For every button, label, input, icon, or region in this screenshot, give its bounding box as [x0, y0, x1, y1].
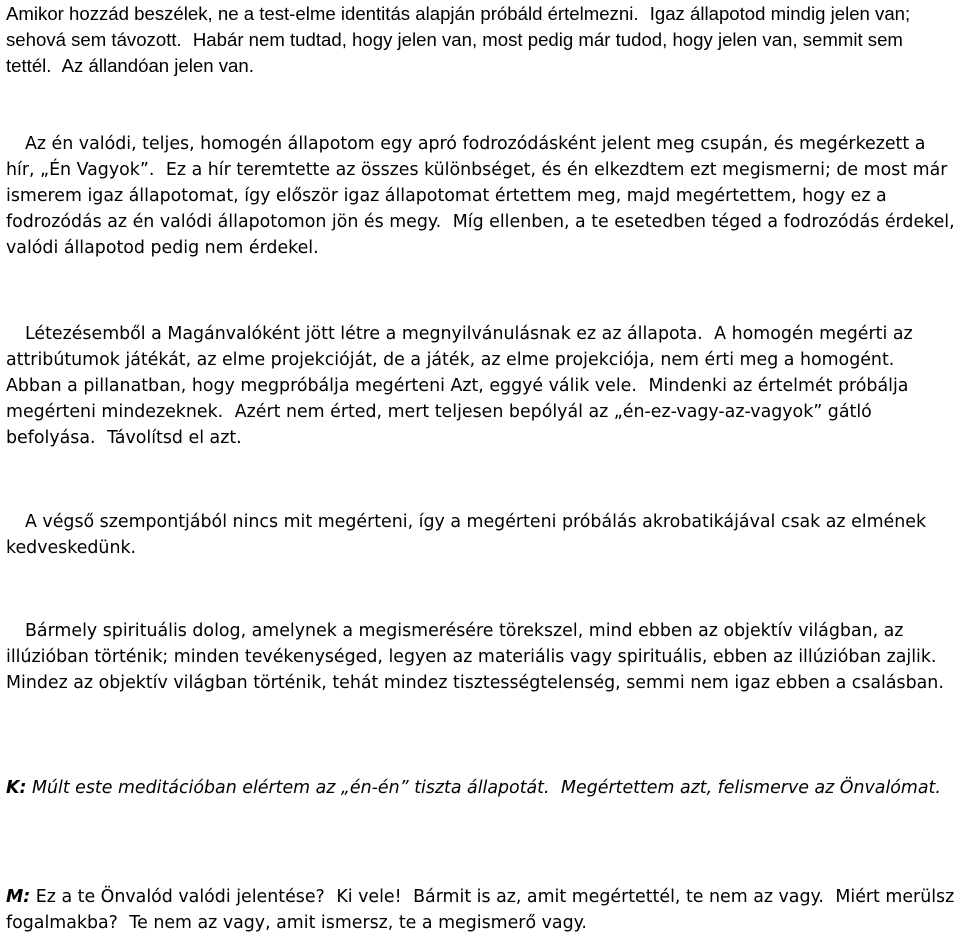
sentence: A homogén megérti az attribútumok játékát, az elme projekcióját, de a játék, az elme projekciója, nem érti meg a homogént. — [6, 324, 913, 370]
speaker-label: K: — [6, 778, 27, 798]
sentence: Te nem az vagy, amit ismersz, te a megismerő vagy. — [129, 913, 587, 933]
paragraph-2 — [6, 131, 956, 261]
sentence: Abban a pillanatban, hogy megpróbálja megérteni Azt, eggyé válik vele. — [6, 376, 637, 396]
dialogue-answer — [6, 884, 956, 936]
sentence: Ez a hír teremtette az összes különbséget, és én elkezdtem ezt megismerni; de most már ismerem igaz állapotomat, így először igaz állapotomat értettem meg, majd megértettem, hogy ez a fodrozódás az én valódi állapotomon jön és megy. — [6, 160, 948, 232]
sentence: Távolítsd el azt. — [107, 428, 242, 448]
sentence: Mindez az objektív világban történik, tehát mindez tisztességtelenség, semmi nem igaz ebben a csalásban. — [6, 673, 944, 693]
sentence: Míg ellenben, a te esetedben téged a fodrozódás érdekel, valódi állapotod pedig nem érdekel. — [6, 212, 955, 258]
sentence: Megértettem azt, felismerve az Önvalómat. — [561, 778, 941, 798]
sentence: Az én valódi, teljes, homogén állapotom egy apró fodrozódásként jelent meg csupán, és megérkezett a hír, „Én Vagyok”. — [6, 134, 926, 180]
sentence: Múlt este meditációban elértem az „én-én” tiszta állapotát. — [31, 778, 550, 798]
sentence: Miért merülsz fogalmakba? — [6, 887, 955, 933]
sentence: Ez a te Önvalód valódi jelentése? — [35, 887, 325, 907]
sentence: Létezésemből a Magánvalóként jött létre a megnyilvánulásnak ez az állapota. — [25, 324, 703, 344]
paragraph-1 — [6, 1, 956, 79]
paragraph-3 — [6, 321, 956, 451]
sentence: Bármit is az, amit megértettél, te nem az vagy. — [413, 887, 824, 907]
sentence: Az állandóan jelen van. — [61, 55, 254, 76]
paragraph-4 — [6, 509, 956, 561]
sentence: Azért nem érted, mert teljesen bepólyál az „én-ez-vagy-az-vagyok” gátló befolyása. — [6, 402, 872, 448]
sentence: Igaz állapotod mindig jelen van; sehová sem távozott. — [6, 3, 911, 50]
sentence: Amikor hozzád beszélek, ne a test-elme identitás alapján próbáld értelmezni. — [6, 3, 639, 24]
sentence: Habár nem tudtad, hogy jelen van, most pedig már tudod, hogy jelen van, semmit sem tettél. — [6, 29, 903, 76]
sentence: Ki vele! — [336, 887, 402, 907]
sentence: A végső szempontjából nincs mit megérteni, így a megérteni próbálás akrobatikájával csak az elmének kedveskedünk. — [6, 512, 927, 558]
speaker-label: M: — [6, 887, 31, 907]
sentence: Mindenki az értelmét próbálja megérteni mindezeknek. — [6, 376, 909, 422]
sentence: Bármely spirituális dolog, amelynek a megismerésére törekszel, mind ebben az objektív világban, az illúzióban történik; minden tevékenységed, legyen az materiális vagy spirituális, ebben az illúzióban zajlik. — [6, 621, 937, 667]
paragraph-5 — [6, 618, 956, 696]
dialogue-question — [6, 775, 941, 801]
